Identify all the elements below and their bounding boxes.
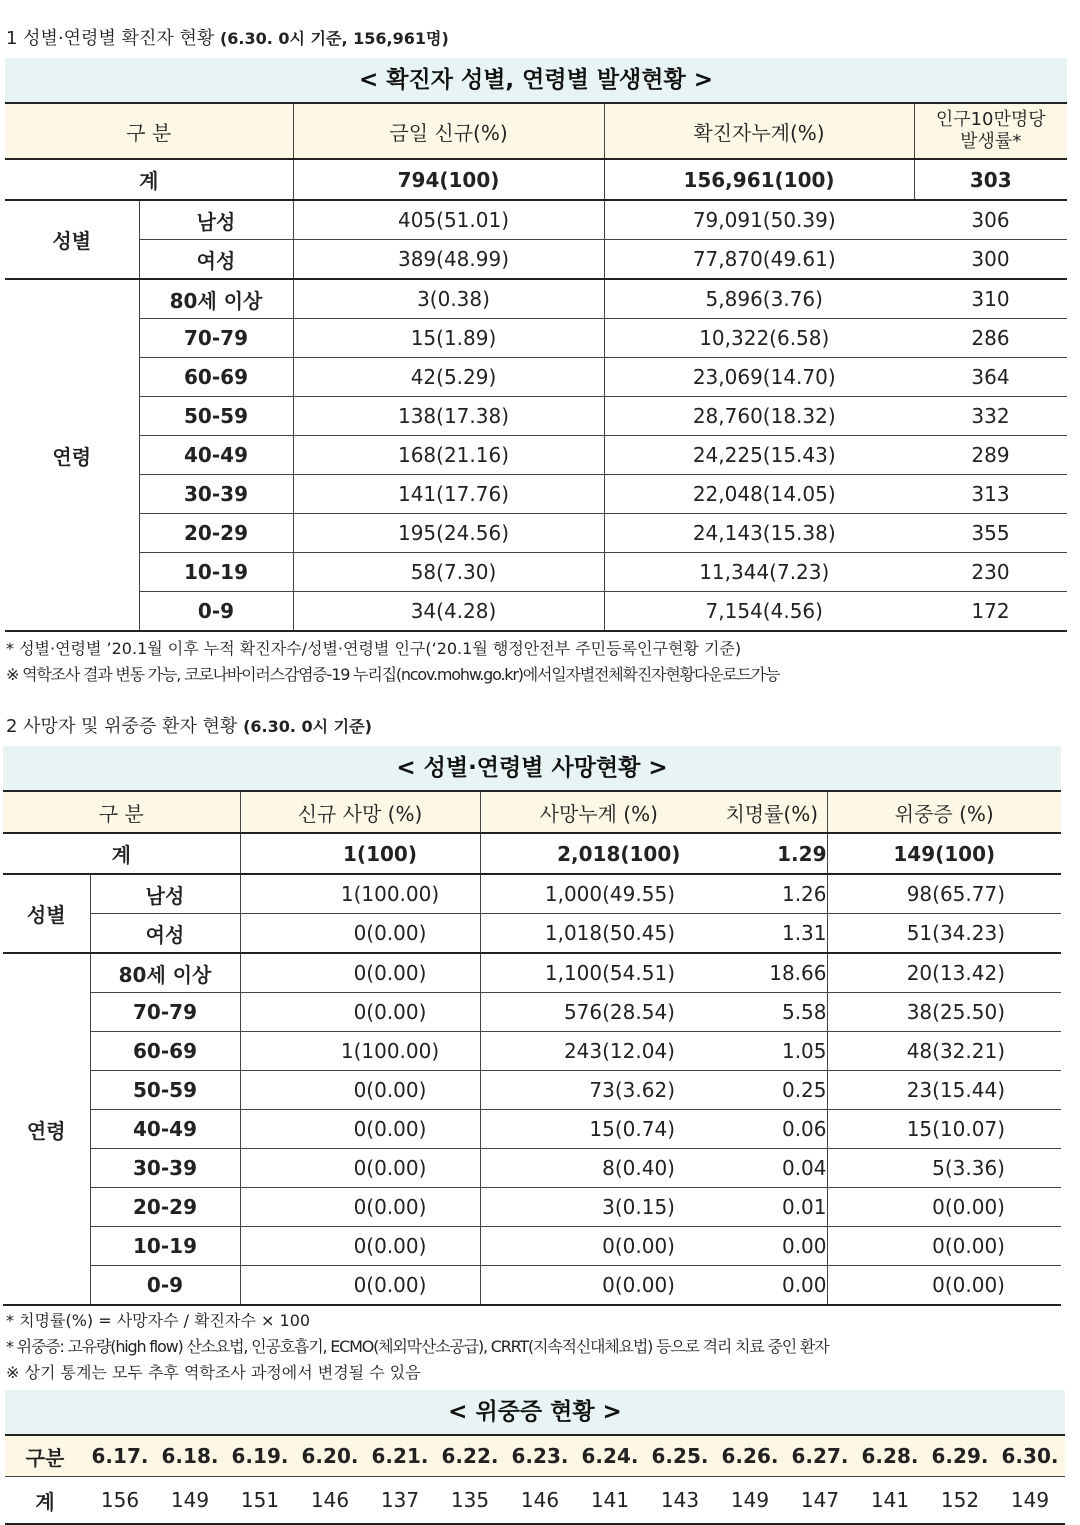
trend-date: 6.29.: [925, 1435, 995, 1477]
row-cumulative: 7,154(4.56): [604, 592, 914, 632]
row-new: 3(0.38): [293, 279, 604, 319]
row-label: 60-69: [139, 358, 293, 397]
row-label: 20-29: [139, 514, 293, 553]
header-cumulative: 확진자누계(%): [604, 103, 914, 159]
section2-note-1: * 치명률(%) = 사망자수 / 확진자수 × 100: [6, 1311, 311, 1330]
row-label: 70-79: [139, 319, 293, 358]
section1-title-text: 1 성별·연령별 확진자 현황: [6, 28, 215, 49]
row-new: 34(4.28): [293, 592, 604, 632]
row-death-cumulative: 1,018(50.45): [480, 914, 717, 954]
confirmed-total-row: [5, 159, 1067, 200]
table-row: [5, 514, 1067, 553]
row-label: 80세 이상: [139, 279, 293, 319]
deaths-header-row: [3, 791, 1061, 833]
deaths-header-new: 신규 사망 (%): [240, 791, 480, 833]
section2-note-3: ※ 상기 통계는 모두 추후 역학조사 과정에서 변경될 수 있음: [6, 1363, 421, 1382]
deaths-total-cumulative: 2,018(100): [480, 833, 717, 874]
row-new-death: 0(0.00): [240, 953, 480, 993]
trend-value: 151: [225, 1477, 295, 1525]
header-group: 구 분: [5, 103, 293, 159]
trend-value: 149: [715, 1477, 785, 1525]
table-row: [3, 1266, 1061, 1306]
row-label: 80세 이상: [90, 953, 240, 993]
table-row: [5, 475, 1067, 514]
row-fatality: 0.06: [717, 1110, 827, 1149]
row-label: 30-39: [90, 1149, 240, 1188]
section1-note-1: * 성별·연령별 ’20.1월 이후 누적 확진자수/성별·연령별 인구(‘20.1월 행정안전부 주민등록인구현황 기준): [6, 639, 742, 658]
row-rate: 300: [914, 240, 1067, 280]
trend-date: 6.28.: [855, 1435, 925, 1477]
trend-value: 147: [785, 1477, 855, 1525]
confirmed-age-group: [5, 279, 1067, 631]
table-row: [3, 1110, 1061, 1149]
row-new: 168(21.16): [293, 436, 604, 475]
row-fatality: 1.05: [717, 1032, 827, 1071]
row-death-cumulative: 15(0.74): [480, 1110, 717, 1149]
critical-trend-table: [5, 1434, 1065, 1525]
deaths-gender-group: [3, 874, 1061, 953]
row-rate: 364: [914, 358, 1067, 397]
deaths-total-row: [3, 833, 1061, 874]
row-rate: 230: [914, 553, 1067, 592]
deaths-total-label: 계: [3, 833, 240, 874]
row-fatality: 0.00: [717, 1227, 827, 1266]
table-row: [3, 953, 1061, 993]
deaths-total-fatality: 1.29: [717, 833, 827, 874]
row-critical: 5(3.36): [827, 1149, 1061, 1188]
deaths-header-cumulative: 사망누계 (%): [480, 791, 717, 833]
row-label: 70-79: [90, 993, 240, 1032]
row-new-death: 0(0.00): [240, 1149, 480, 1188]
row-rate: 313: [914, 475, 1067, 514]
row-critical: 20(13.42): [827, 953, 1061, 993]
trend-date: 6.21.: [365, 1435, 435, 1477]
table-row: [5, 240, 1067, 280]
trend-date: 6.19.: [225, 1435, 295, 1477]
group-label-cell: 연령: [3, 953, 90, 1305]
deaths-header-group: 구 분: [3, 791, 240, 833]
row-label: 60-69: [90, 1032, 240, 1071]
critical-trend-values-row: [5, 1477, 1065, 1525]
row-death-cumulative: 3(0.15): [480, 1188, 717, 1227]
row-label: 여성: [90, 914, 240, 954]
row-label: 남성: [139, 200, 293, 240]
table-row: [3, 993, 1061, 1032]
trend-date: 6.24.: [575, 1435, 645, 1477]
row-label: 여성: [139, 240, 293, 280]
row-rate: 332: [914, 397, 1067, 436]
row-new: 405(51.01): [293, 200, 604, 240]
row-label: 50-59: [139, 397, 293, 436]
trend-value: 146: [295, 1477, 365, 1525]
table-row: [5, 319, 1067, 358]
row-label: 20-29: [90, 1188, 240, 1227]
row-death-cumulative: 576(28.54): [480, 993, 717, 1032]
row-cumulative: 22,048(14.05): [604, 475, 914, 514]
group-label-cell: 성별: [3, 874, 90, 953]
group-label-cell: 연령: [5, 279, 139, 631]
row-death-cumulative: 1,100(54.51): [480, 953, 717, 993]
header-rate-line2: 발생률*: [960, 131, 1022, 152]
section2-title-extra: (6.30. 0시 기준): [243, 717, 372, 736]
confirmed-header-row: [5, 103, 1067, 159]
table-row: [5, 279, 1067, 319]
row-cumulative: 5,896(3.76): [604, 279, 914, 319]
row-cumulative: 24,225(15.43): [604, 436, 914, 475]
row-label: 40-49: [90, 1110, 240, 1149]
row-fatality: 5.58: [717, 993, 827, 1032]
total-new: 794(100): [293, 159, 604, 200]
table-row: [5, 592, 1067, 632]
row-rate: 310: [914, 279, 1067, 319]
row-rate: 172: [914, 592, 1067, 632]
row-new-death: 1(100.00): [240, 1032, 480, 1071]
row-critical: 15(10.07): [827, 1110, 1061, 1149]
row-new: 195(24.56): [293, 514, 604, 553]
trend-value: 152: [925, 1477, 995, 1525]
section2-note-2: * 위중증: 고유량(high flow) 산소요법, 인공호흡기, ECMO(체외막산소공급), CRRT(지속적신대체요법) 등으로 격리 치료 중인 환자: [6, 1337, 829, 1356]
critical-trend-row-label: 계: [5, 1477, 85, 1525]
row-death-cumulative: 73(3.62): [480, 1071, 717, 1110]
total-cumulative: 156,961(100): [604, 159, 914, 200]
row-new-death: 1(100.00): [240, 874, 480, 914]
table-row: [5, 358, 1067, 397]
section3-caption: < 위중증 현황 >: [5, 1390, 1065, 1434]
table-row: [5, 200, 1067, 240]
table-row: [5, 436, 1067, 475]
trend-value: 149: [155, 1477, 225, 1525]
critical-trend-header-row: [5, 1435, 1065, 1477]
row-fatality: 0.25: [717, 1071, 827, 1110]
trend-value: 137: [365, 1477, 435, 1525]
row-new: 141(17.76): [293, 475, 604, 514]
row-critical: 0(0.00): [827, 1188, 1061, 1227]
table-row: [3, 1188, 1061, 1227]
row-new: 138(17.38): [293, 397, 604, 436]
trend-date: 6.20.: [295, 1435, 365, 1477]
row-cumulative: 11,344(7.23): [604, 553, 914, 592]
trend-value: 149: [995, 1477, 1065, 1525]
section1-title-extra: (6.30. 0시 기준, 156,961명): [219, 29, 449, 48]
table-row: [5, 397, 1067, 436]
row-fatality: 1.26: [717, 874, 827, 914]
group-label-cell: 성별: [5, 200, 139, 279]
deaths-header-fatality: 치명률(%): [717, 791, 827, 833]
trend-date: 6.17.: [85, 1435, 155, 1477]
row-fatality: 0.01: [717, 1188, 827, 1227]
row-critical: 0(0.00): [827, 1227, 1061, 1266]
header-rate: [914, 103, 1067, 159]
row-rate: 286: [914, 319, 1067, 358]
row-new-death: 0(0.00): [240, 1227, 480, 1266]
trend-date: 6.23.: [505, 1435, 575, 1477]
trend-date: 6.30.: [995, 1435, 1065, 1477]
row-death-cumulative: 1,000(49.55): [480, 874, 717, 914]
row-critical: 38(25.50): [827, 993, 1061, 1032]
confirmed-gender-group: [5, 200, 1067, 279]
row-new: 389(48.99): [293, 240, 604, 280]
row-label: 10-19: [139, 553, 293, 592]
row-critical: 48(32.21): [827, 1032, 1061, 1071]
deaths-table: [3, 790, 1061, 1306]
section2-title: [6, 712, 372, 738]
row-rate: 289: [914, 436, 1067, 475]
row-label: 40-49: [139, 436, 293, 475]
row-rate: 355: [914, 514, 1067, 553]
row-fatality: 18.66: [717, 953, 827, 993]
row-label: 30-39: [139, 475, 293, 514]
trend-value: 143: [645, 1477, 715, 1525]
table-row: [3, 1227, 1061, 1266]
row-new-death: 0(0.00): [240, 914, 480, 954]
table-row: [3, 914, 1061, 954]
row-new-death: 0(0.00): [240, 1071, 480, 1110]
row-label: 0-9: [90, 1266, 240, 1306]
row-death-cumulative: 0(0.00): [480, 1266, 717, 1306]
row-cumulative: 10,322(6.58): [604, 319, 914, 358]
total-label: 계: [5, 159, 293, 200]
trend-value: 135: [435, 1477, 505, 1525]
section1-title: [6, 24, 449, 50]
table-row: [3, 1032, 1061, 1071]
table-row: [3, 1071, 1061, 1110]
row-cumulative: 23,069(14.70): [604, 358, 914, 397]
section1-caption: < 확진자 성별, 연령별 발생현황 >: [5, 58, 1067, 102]
section1-note-2: ※ 역학조사 결과 변동 가능, 코로나바이러스감염증-19 누리집(ncov.mohw.go.kr)에서일자별전체확진자현황다운로드가능: [6, 665, 780, 684]
critical-trend-header-label: 구분: [5, 1435, 85, 1477]
row-label: 10-19: [90, 1227, 240, 1266]
total-rate: 303: [914, 159, 1067, 200]
trend-date: 6.18.: [155, 1435, 225, 1477]
row-fatality: 0.00: [717, 1266, 827, 1306]
row-new: 15(1.89): [293, 319, 604, 358]
row-new-death: 0(0.00): [240, 1188, 480, 1227]
row-new-death: 0(0.00): [240, 1266, 480, 1306]
table-row: [5, 553, 1067, 592]
trend-date: 6.26.: [715, 1435, 785, 1477]
row-label: 남성: [90, 874, 240, 914]
row-rate: 306: [914, 200, 1067, 240]
trend-value: 141: [575, 1477, 645, 1525]
row-cumulative: 77,870(49.61): [604, 240, 914, 280]
row-critical: 23(15.44): [827, 1071, 1061, 1110]
row-critical: 98(65.77): [827, 874, 1061, 914]
row-label: 50-59: [90, 1071, 240, 1110]
row-label: 0-9: [139, 592, 293, 632]
header-rate-line1: 인구10만명당: [935, 109, 1046, 130]
trend-date: 6.22.: [435, 1435, 505, 1477]
row-death-cumulative: 0(0.00): [480, 1227, 717, 1266]
row-cumulative: 24,143(15.38): [604, 514, 914, 553]
trend-date: 6.27.: [785, 1435, 855, 1477]
trend-value: 156: [85, 1477, 155, 1525]
section2-title-text: 2 사망자 및 위중증 환자 현황: [6, 716, 238, 737]
row-death-cumulative: 8(0.40): [480, 1149, 717, 1188]
deaths-age-group: [3, 953, 1061, 1305]
table-row: [3, 1149, 1061, 1188]
section2-caption: < 성별·연령별 사망현황 >: [3, 746, 1061, 790]
confirmed-cases-table: [5, 102, 1067, 632]
header-new: 금일 신규(%): [293, 103, 604, 159]
row-cumulative: 28,760(18.32): [604, 397, 914, 436]
row-fatality: 1.31: [717, 914, 827, 954]
row-cumulative: 79,091(50.39): [604, 200, 914, 240]
row-critical: 0(0.00): [827, 1266, 1061, 1306]
row-fatality: 0.04: [717, 1149, 827, 1188]
deaths-total-critical: 149(100): [827, 833, 1061, 874]
row-death-cumulative: 243(12.04): [480, 1032, 717, 1071]
trend-value: 141: [855, 1477, 925, 1525]
row-new-death: 0(0.00): [240, 993, 480, 1032]
trend-value: 146: [505, 1477, 575, 1525]
deaths-total-new: 1(100): [240, 833, 480, 874]
row-new: 42(5.29): [293, 358, 604, 397]
row-new: 58(7.30): [293, 553, 604, 592]
row-new-death: 0(0.00): [240, 1110, 480, 1149]
row-critical: 51(34.23): [827, 914, 1061, 954]
deaths-header-critical: 위중증 (%): [827, 791, 1061, 833]
trend-date: 6.25.: [645, 1435, 715, 1477]
table-row: [3, 874, 1061, 914]
